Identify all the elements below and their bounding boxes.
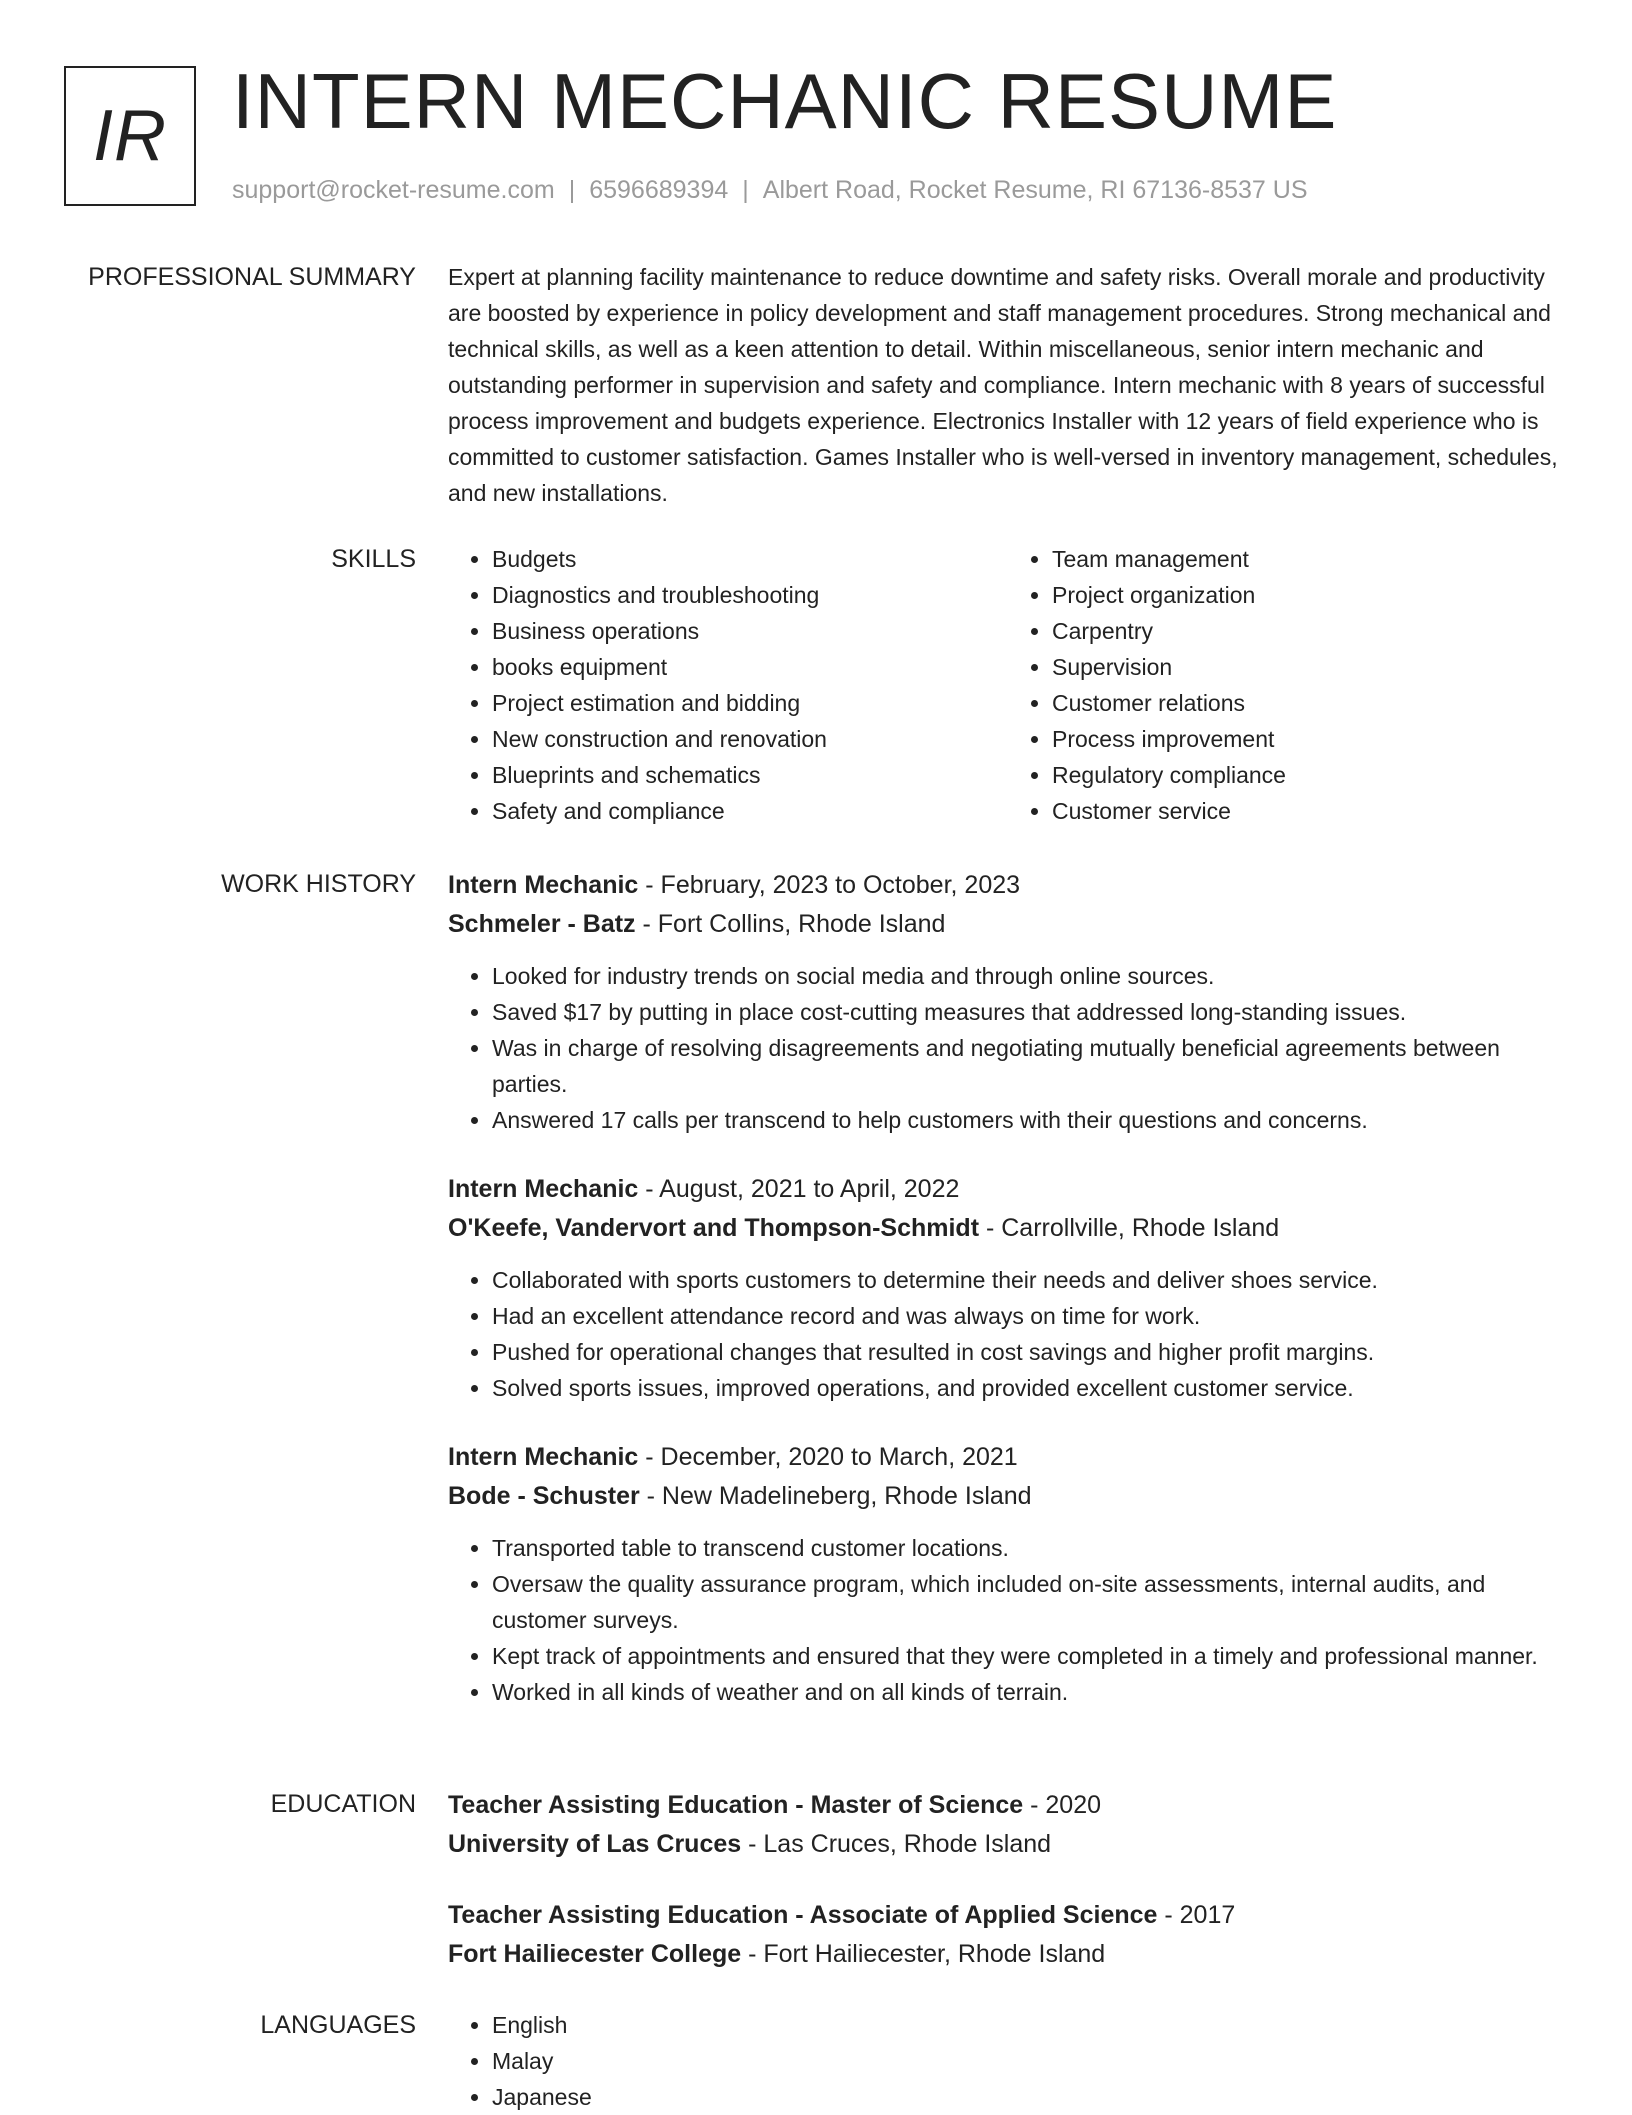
job-bullets [448, 958, 1568, 1138]
contact-separator: | [568, 176, 576, 204]
language-item: • Malay [492, 2043, 1568, 2079]
skill-item: • New construction and renovation [492, 721, 1008, 757]
school-line [448, 1825, 1568, 1864]
job-bullet: • Had an excellent attendance record and was always on time for work. [492, 1298, 1568, 1334]
school-location: - Las Cruces, Rhode Island [741, 1830, 1052, 1858]
degree-year: - 2020 [1023, 1791, 1102, 1819]
section-label: LANGUAGES [260, 2011, 416, 2039]
contact-separator: | [742, 176, 749, 204]
job-title-line [448, 1170, 1568, 1209]
skill-item: • Blueprints and schematics [492, 757, 1008, 793]
section-label: SKILLS [331, 545, 416, 573]
work-history-section [0, 866, 1632, 1710]
skill-item: • Regulatory compliance [1052, 757, 1568, 793]
company-name: Bode - Schuster [448, 1482, 640, 1510]
job-bullets [448, 1530, 1568, 1710]
skill-item: • Supervision [1052, 649, 1568, 685]
degree-name: Teacher Assisting Education - Associate of Applied Science [448, 1901, 1158, 1929]
job-title-line [448, 1438, 1568, 1477]
section-label: EDUCATION [270, 1790, 416, 1818]
skill-item: • Customer relations [1052, 685, 1568, 721]
job-bullet: • Transported table to transcend customer locations. [492, 1530, 1568, 1566]
skills-list-right [1008, 541, 1568, 829]
job-title: Intern Mechanic [448, 871, 639, 899]
education-entry [448, 1786, 1568, 1864]
degree-year: - 2017 [1157, 1901, 1236, 1929]
job-dates: - August, 2021 to April, 2022 [638, 1175, 960, 1203]
skills-section [0, 541, 1632, 829]
company-line [448, 1209, 1568, 1248]
job-title: Intern Mechanic [448, 1443, 639, 1471]
language-item: • English [492, 2007, 1568, 2043]
education-section [0, 1786, 1632, 1974]
summary-section [0, 259, 1632, 511]
company-name: O'Keefe, Vandervort and Thompson-Schmidt [448, 1214, 980, 1242]
skill-item: • Process improvement [1052, 721, 1568, 757]
skill-item: • Team management [1052, 541, 1568, 577]
contact-email: support@rocket-resume.com [232, 176, 555, 204]
job-bullet: • Worked in all kinds of weather and on all kinds of terrain. [492, 1674, 1568, 1710]
work-history-body [448, 866, 1568, 1710]
company-location: - Carrollville, Rhode Island [979, 1214, 1280, 1242]
section-label: PROFESSIONAL SUMMARY [88, 263, 416, 291]
skill-item: • Business operations [492, 613, 1008, 649]
job-entry [448, 1438, 1568, 1710]
school-line [448, 1935, 1568, 1974]
job-bullet: • Collaborated with sports customers to determine their needs and deliver shoes service. [492, 1262, 1568, 1298]
school-name: University of Las Cruces [448, 1830, 742, 1858]
degree-line [448, 1896, 1568, 1935]
monogram-box [64, 66, 196, 206]
summary-text: Expert at planning facility maintenance to reduce downtime and safety risks. Overall morale and productivity are boosted by experience in policy development and staff management procedures. Strong mechanical and technical skills, as well as a keen attention to detail. Within miscellaneous, senior intern mechanic and outstanding performer in supervision and safety and compliance. Intern mechanic with 8 years of successful process improvement and budgets experience. Electronics Installer with 12 years of field experience who is committed to customer satisfaction. Games Installer who is well-versed in inventory management, schedules, and new installations. [448, 264, 1558, 506]
company-name: Schmeler - Batz [448, 910, 636, 938]
skill-item: • Project organization [1052, 577, 1568, 613]
job-dates: - December, 2020 to March, 2021 [638, 1443, 1018, 1471]
skill-item: • Safety and compliance [492, 793, 1008, 829]
education-body [448, 1786, 1568, 1974]
job-dates: - February, 2023 to October, 2023 [638, 871, 1021, 899]
school-name: Fort Hailiecester College [448, 1940, 742, 1968]
company-line [448, 1477, 1568, 1516]
languages-body [448, 2007, 1568, 2115]
resume-title: INTERN MECHANIC RESUME [232, 57, 1338, 145]
job-bullet: • Pushed for operational changes that resulted in cost savings and higher profit margins. [492, 1334, 1568, 1370]
skill-item: • Diagnostics and troubleshooting [492, 577, 1008, 613]
job-title-line [448, 866, 1568, 905]
job-bullet: • Solved sports issues, improved operations, and provided excellent customer service. [492, 1370, 1568, 1406]
job-bullets [448, 1262, 1568, 1406]
school-location: - Fort Hailiecester, Rhode Island [741, 1940, 1106, 1968]
skill-item: • Carpentry [1052, 613, 1568, 649]
skill-item: • Project estimation and bidding [492, 685, 1008, 721]
degree-line [448, 1786, 1568, 1825]
job-title: Intern Mechanic [448, 1175, 639, 1203]
job-bullet: • Kept track of appointments and ensured that they were completed in a timely and professional manner. [492, 1638, 1568, 1674]
skill-item: • Customer service [1052, 793, 1568, 829]
job-bullet: • Saved $17 by putting in place cost-cutting measures that addressed long-standing issues. [492, 994, 1568, 1030]
job-bullet: • Was in charge of resolving disagreements and negotiating mutually beneficial agreements between parties. [492, 1030, 1568, 1102]
degree-name: Teacher Assisting Education - Master of Science [448, 1791, 1024, 1819]
company-line [448, 905, 1568, 944]
skills-list-left [448, 541, 1008, 829]
job-entry [448, 1170, 1568, 1406]
contact-phone: 6596689394 [589, 176, 729, 204]
contact-line [232, 176, 1308, 205]
language-item: • Japanese [492, 2079, 1568, 2115]
skill-item: • Budgets [492, 541, 1008, 577]
company-location: - Fort Collins, Rhode Island [635, 910, 946, 938]
skill-item: • books equipment [492, 649, 1008, 685]
education-entry [448, 1896, 1568, 1974]
languages-list [448, 2007, 1568, 2115]
languages-section [0, 2007, 1632, 2115]
company-location: - New Madelineberg, Rhode Island [639, 1482, 1032, 1510]
job-bullet: • Answered 17 calls per transcend to help customers with their questions and concerns. [492, 1102, 1568, 1138]
job-bullet: • Oversaw the quality assurance program, which included on-site assessments, internal audits, and customer surveys. [492, 1566, 1568, 1638]
section-label: WORK HISTORY [221, 870, 416, 898]
contact-address: Albert Road, Rocket Resume, RI 67136-8537 US [762, 176, 1308, 204]
job-bullet: • Looked for industry trends on social media and through online sources. [492, 958, 1568, 994]
job-entry [448, 866, 1568, 1138]
skills-columns [448, 541, 1568, 829]
monogram-initials: IR [93, 96, 167, 176]
